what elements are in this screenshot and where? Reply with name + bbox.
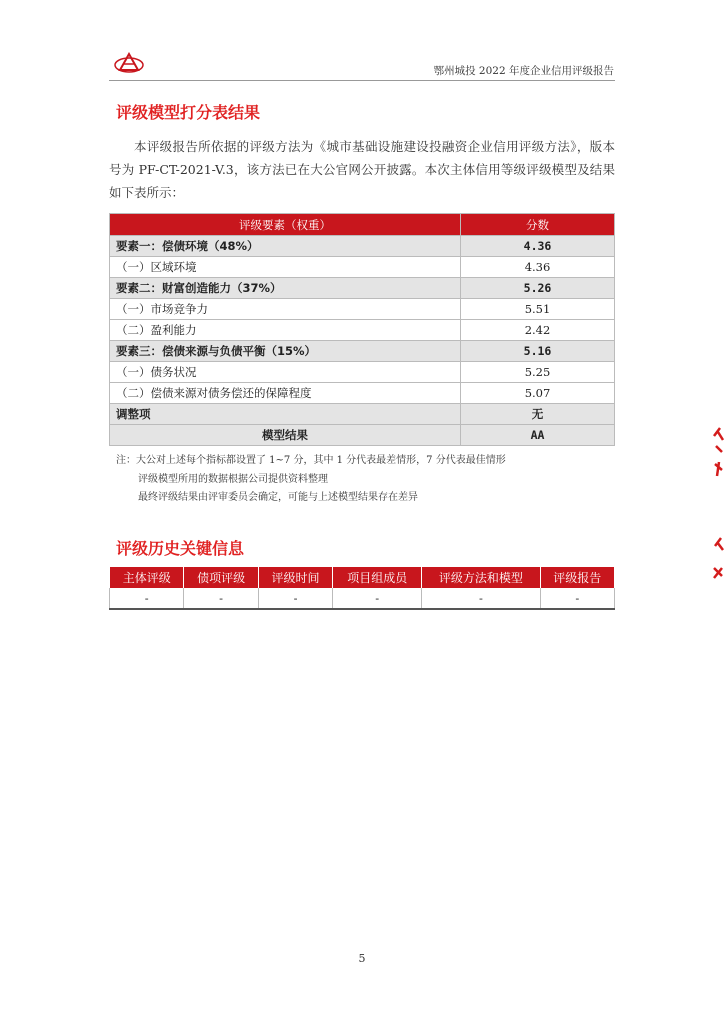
factor-name: 要素一：偿债环境（48%） <box>110 236 461 257</box>
table-notes <box>116 452 506 508</box>
factor-score: 2.42 <box>461 320 615 341</box>
factor-score: 5.26 <box>461 278 615 299</box>
column-header-report: 评级报告 <box>540 567 614 588</box>
table-row <box>110 362 615 383</box>
note-line: 评级模型所用的数据根据公司提供资料整理 <box>138 473 328 485</box>
model-score-table <box>109 213 615 446</box>
table-row <box>110 425 615 446</box>
company-logo <box>114 52 144 74</box>
column-header-issuer-rating: 主体评级 <box>110 567 184 588</box>
factor-name: 要素三：偿债来源与负债平衡（15%） <box>110 341 461 362</box>
column-header-team-members: 项目组成员 <box>333 567 422 588</box>
table-row <box>110 320 615 341</box>
factor-name: 要素二：财富创造能力（37%） <box>110 278 461 299</box>
factor-score: 5.16 <box>461 341 615 362</box>
table-cell: - <box>333 588 422 609</box>
table-header-row <box>110 567 615 588</box>
factor-score: 5.51 <box>461 299 615 320</box>
note-line: 最终评级结果由评审委员会确定，可能与上述模型结果存在差异 <box>138 492 418 503</box>
table-row <box>110 299 615 320</box>
factor-name: （二）偿债来源对债务偿还的保障程度 <box>110 383 461 404</box>
table-cell: - <box>422 588 540 609</box>
table-row <box>110 257 615 278</box>
rating-history-table <box>109 567 615 610</box>
header-divider <box>109 80 615 81</box>
page-number: 5 <box>358 952 366 965</box>
column-header-factor: 评级要素（权重） <box>110 214 461 236</box>
factor-name: （一）区域环境 <box>110 257 461 278</box>
table-cell: - <box>540 588 614 609</box>
factor-name: 调整项 <box>110 404 461 425</box>
table-cell: - <box>258 588 332 609</box>
table-row <box>110 278 615 299</box>
table-header-row <box>110 214 615 236</box>
section-title-model-score: 评级模型打分表结果 <box>116 103 261 122</box>
factor-name: （一）市场竞争力 <box>110 299 461 320</box>
model-result-label: 模型结果 <box>110 425 461 446</box>
table-row <box>110 341 615 362</box>
table-cell: - <box>184 588 258 609</box>
column-header-issue-rating: 债项评级 <box>184 567 258 588</box>
factor-name: （一）债务状况 <box>110 362 461 383</box>
factor-name: （二）盈利能力 <box>110 320 461 341</box>
note-line: 注：大公对上述每个指标都设置了 1~7 分，其中 1 分代表最差情形，7 分代表最佳情形 <box>116 455 506 466</box>
section-title-rating-history: 评级历史关键信息 <box>116 539 245 558</box>
seal-stamp-edge <box>710 418 724 588</box>
column-header-score: 分数 <box>461 214 615 236</box>
factor-score: 4.36 <box>461 236 615 257</box>
table-row <box>110 236 615 257</box>
table-cell: - <box>110 588 184 609</box>
factor-score: 无 <box>461 404 615 425</box>
model-result-value: AA <box>461 425 615 446</box>
table-row <box>110 404 615 425</box>
column-header-rating-date: 评级时间 <box>258 567 332 588</box>
factor-score: 5.07 <box>461 383 615 404</box>
factor-score: 4.36 <box>461 257 615 278</box>
header-title: 鄂州城投 2022 年度企业信用评级报告 <box>433 65 614 77</box>
table-row <box>110 383 615 404</box>
intro-paragraph: 本评级报告所依据的评级方法为《城市基础设施建设投融资企业信用评级方法》，版本号为 PF-CT-2021-V.3，该方法已在大公官网公开披露。本次主体信用等级评级模型及结果如下表所示： <box>109 139 615 200</box>
factor-score: 5.25 <box>461 362 615 383</box>
column-header-method-model: 评级方法和模型 <box>422 567 540 588</box>
table-row <box>110 588 615 609</box>
